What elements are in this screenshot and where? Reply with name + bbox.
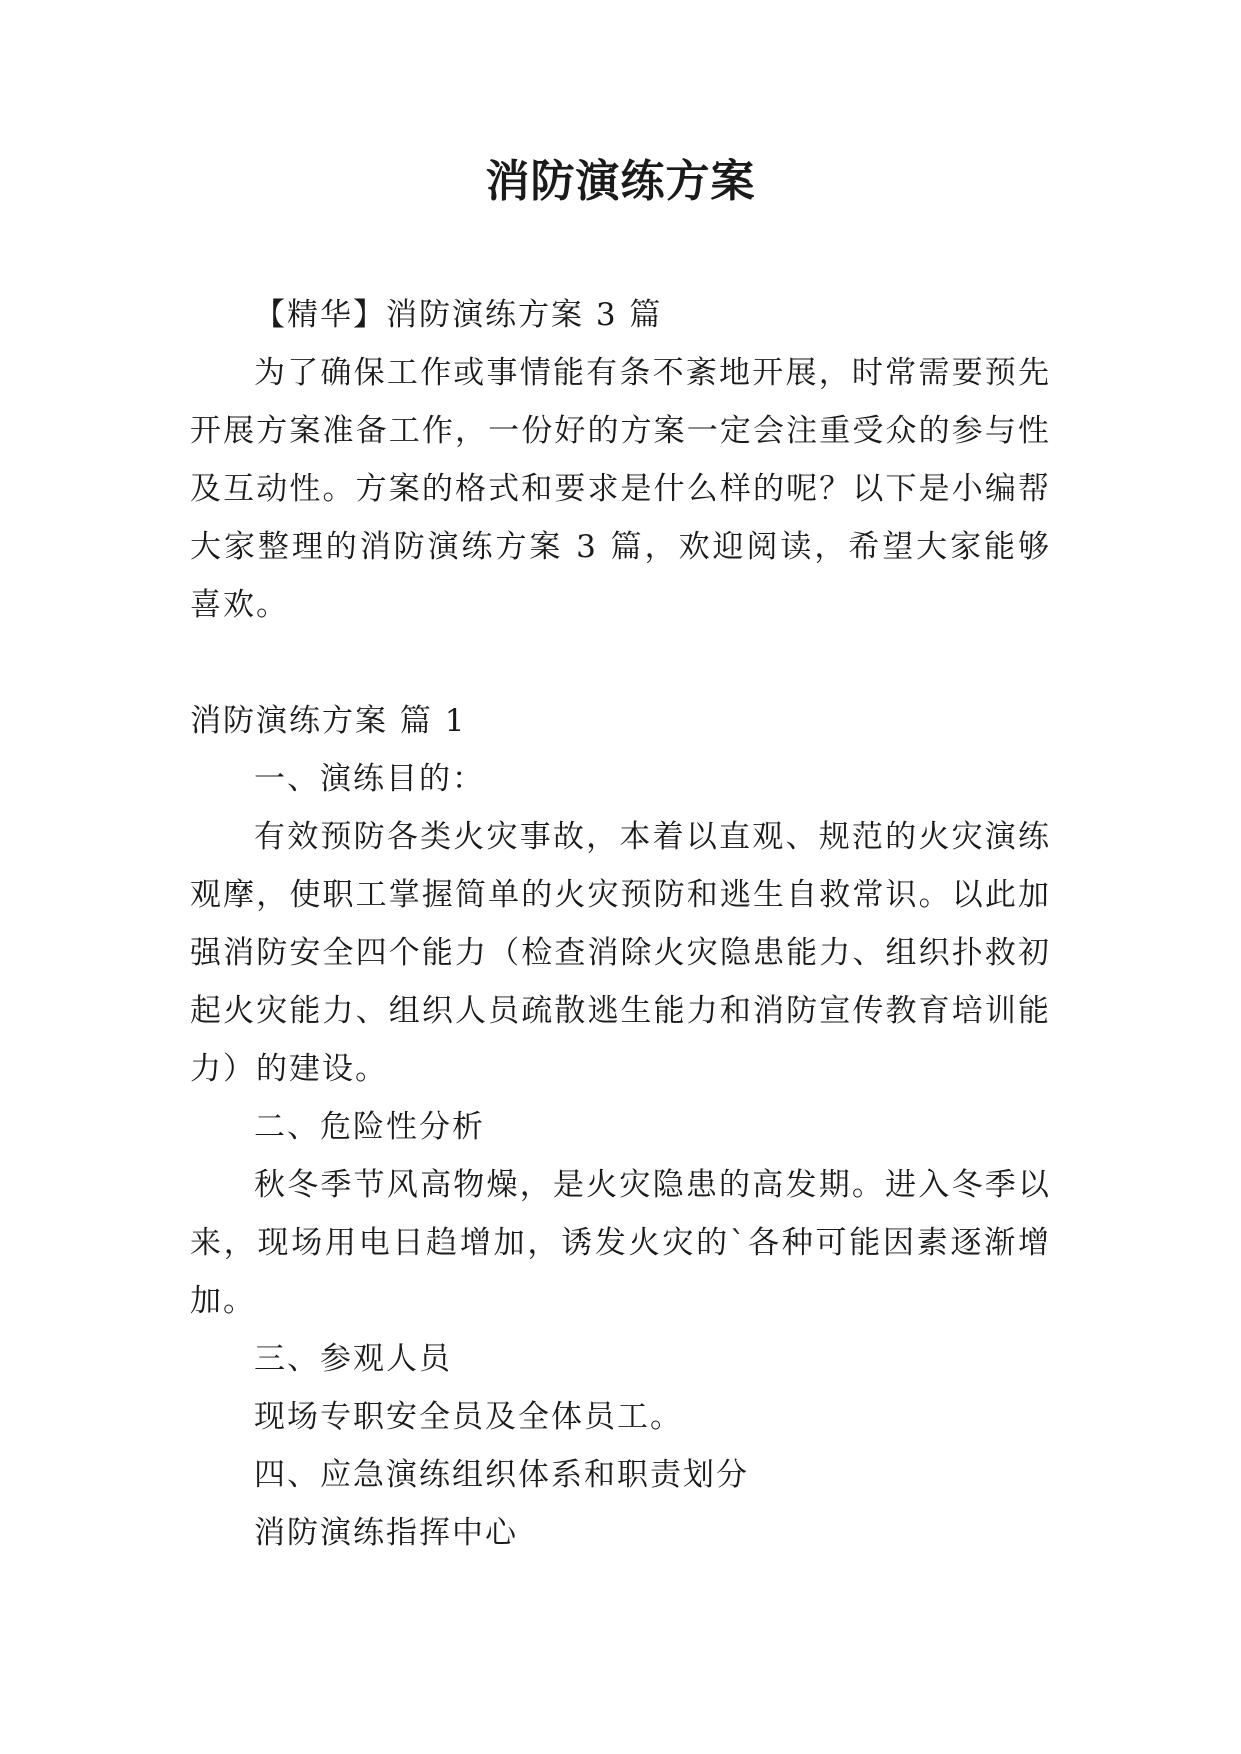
paragraph-purpose: 有效预防各类火灾事故，本着以直观、规范的火灾演练观摩，使职工掌握简单的火灾预防和逃生自救常识。以此加强消防安全四个能力（检查消除火灾隐患能力、组织扑救初起火灾能力、组织人员疏散逃生能力和消防宣传教育培训能力）的建设。 bbox=[190, 819, 1051, 1087]
paragraph-risk-analysis: 秋冬季节风高物燥，是火灾隐患的高发期。进入冬季以来，现场用电日趋增加，诱发火灾的`各种可能因素逐渐增加。 bbox=[190, 1167, 1051, 1319]
heading-attendees: 三、参观人员 bbox=[254, 1341, 452, 1377]
subtitle-line: 【精华】消防演练方案 3 篇 bbox=[254, 297, 663, 333]
spacer bbox=[190, 634, 1051, 692]
document-body bbox=[190, 286, 1051, 1562]
intro-paragraph: 为了确保工作或事情能有条不紊地开展，时常需要预先开展方案准备工作，一份好的方案一定会注重受众的参与性及互动性。方案的格式和要求是什么样的呢？以下是小编帮大家整理的消防演练方案 3 篇，欢迎阅读，希望大家能够喜欢。 bbox=[190, 355, 1051, 623]
paragraph-attendees: 现场专职安全员及全体员工。 bbox=[254, 1399, 683, 1435]
heading-organization: 四、应急演练组织体系和职责划分 bbox=[254, 1457, 749, 1493]
document-title: 消防演练方案 bbox=[485, 156, 756, 207]
heading-risk-analysis: 二、危险性分析 bbox=[254, 1109, 485, 1145]
paragraph-command-center: 消防演练指挥中心 bbox=[254, 1515, 518, 1551]
heading-purpose: 一、演练目的： bbox=[254, 761, 485, 797]
section-heading: 消防演练方案 篇 1 bbox=[190, 703, 467, 739]
